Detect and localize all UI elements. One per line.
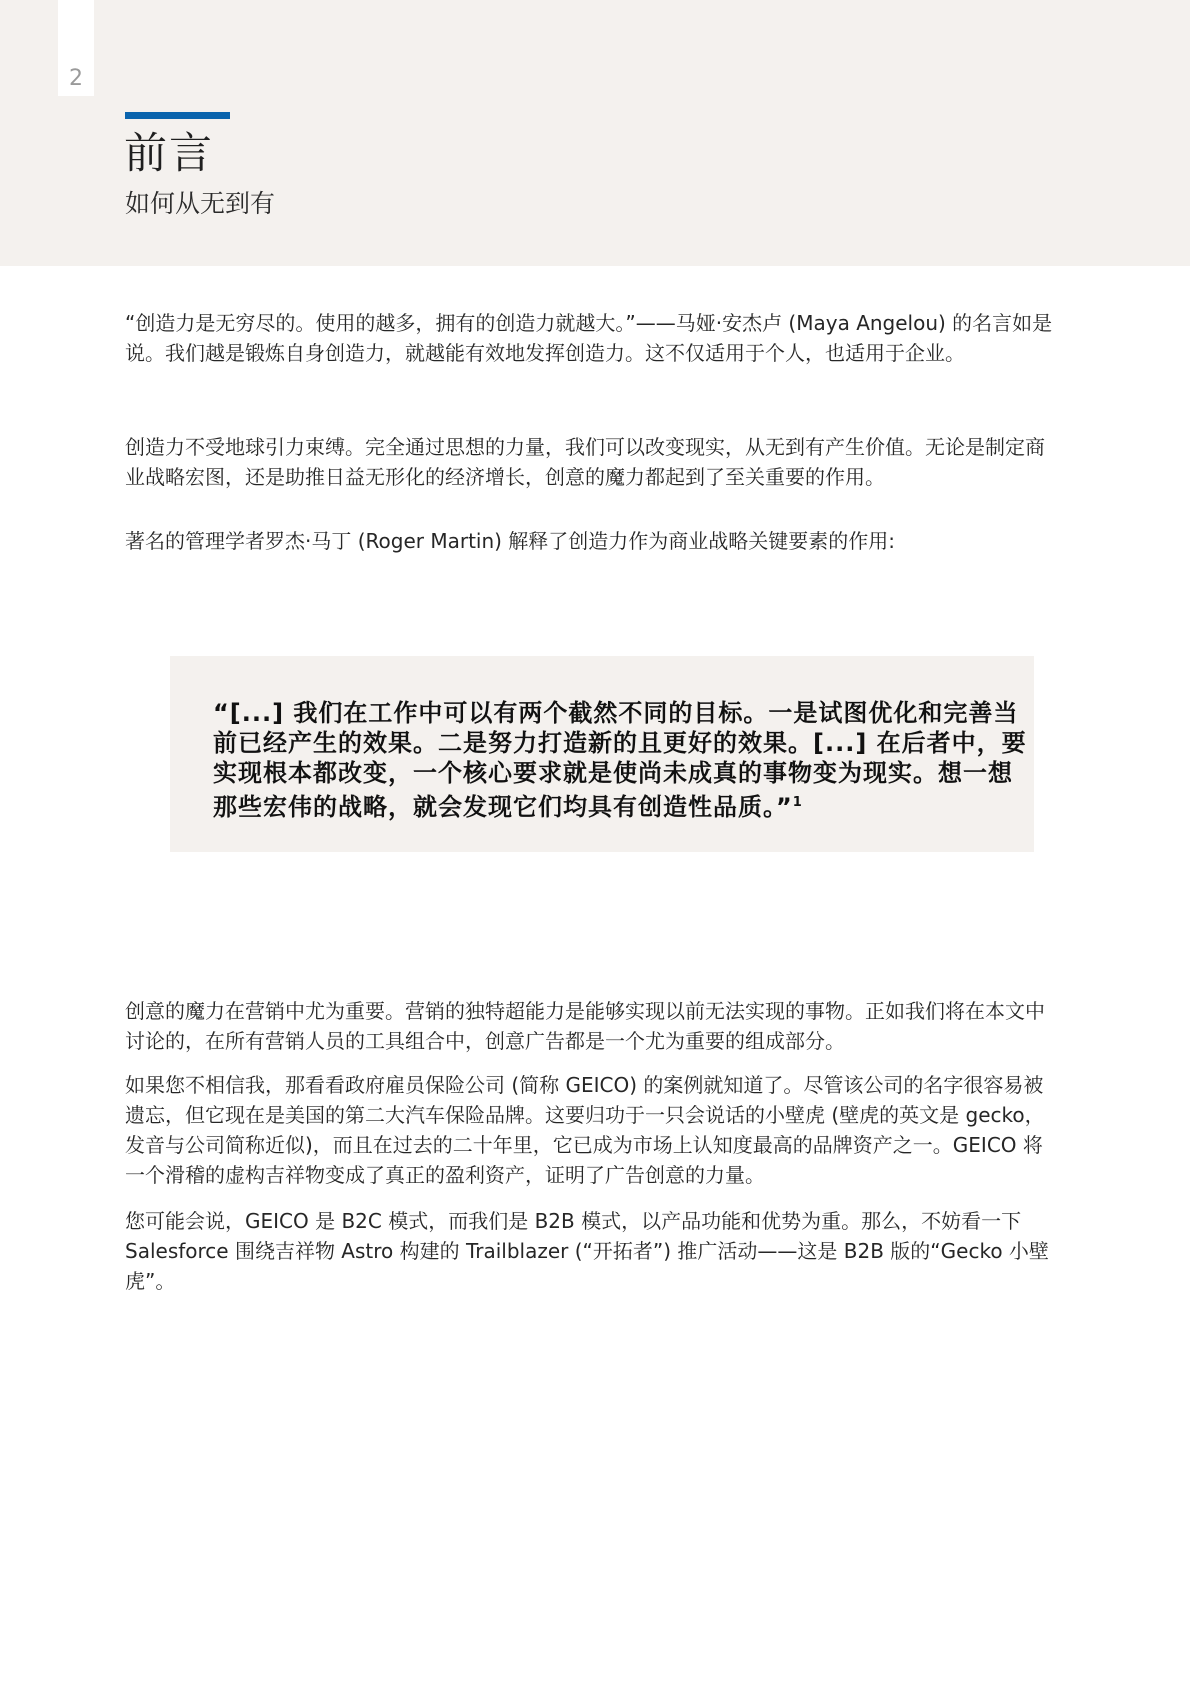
accent-bar [125,112,230,119]
body-paragraph-2: 如果您不相信我，那看看政府雇员保险公司 (简称 GEICO) 的案例就知道了。尽管该公司的名字很容易被遗忘，但它现在是美国的第二大汽车保险品牌。这要归功于一只会说话的小壁虎 (壁虎的英文是 gecko，发音与公司简称近似)，而且在过去的二十年里，它已成为市场上认知度最高的品牌资产之一。GEICO 将一个滑稽的虚构吉祥物变成了真正的盈利资产，证明了广告创意的力量。 [125,1073,1045,1187]
body-paragraph-1: 创意的魔力在营销中尤为重要。营销的独特超能力是能够实现以前无法实现的事物。正如我们将在本文中讨论的，在所有营销人员的工具组合中，创意广告都是一个尤为重要的组成部分。 [125,999,1045,1053]
footnote-marker: 1 [792,795,803,810]
body-paragraph-3: 您可能会说，GEICO 是 B2C 模式，而我们是 B2B 模式，以产品功能和优势为重。那么，不妨看一下 Salesforce 围绕吉祥物 Astro 构建的 Trailblazer (“开拓者”) 推广活动——这是 B2B 版的“Gecko 小壁虎”。 [125,1209,1049,1293]
page-title: 前言 [124,129,214,179]
pull-quote-text: “[...] 我们在工作中可以有两个截然不同的目标。一是试图优化和完善当前已经产生的效果。二是努力打造新的且更好的效果。[...] 在后者中，要实现根本都改变，一个核心要求就是使尚未成真的事物变为现实。想一想那些宏伟的战略，就会发现它们均具有创造性品质。” [213,699,1027,821]
intro-paragraph-1: “创造力是无穷尽的。使用的越多，拥有的创造力就越大。”——马娅·安杰卢 (Maya Angelou) 的名言如是说。我们越是锻炼自身创造力，就越能有效地发挥创造力。这不仅适用于个人，也适用于企业。 [125,311,1053,365]
pull-quote [213,698,1037,822]
intro-paragraph-3: 著名的管理学者罗杰·马丁 (Roger Martin) 解释了创造力作为商业战略关键要素的作用: [125,529,896,553]
page-number: 2 [69,66,83,91]
intro-paragraph-2: 创造力不受地球引力束缚。完全通过思想的力量，我们可以改变现实，从无到有产生价值。无论是制定商业战略宏图，还是助推日益无形化的经济增长，创意的魔力都起到了至关重要的作用。 [125,435,1045,489]
page-subtitle: 如何从无到有 [125,189,276,218]
